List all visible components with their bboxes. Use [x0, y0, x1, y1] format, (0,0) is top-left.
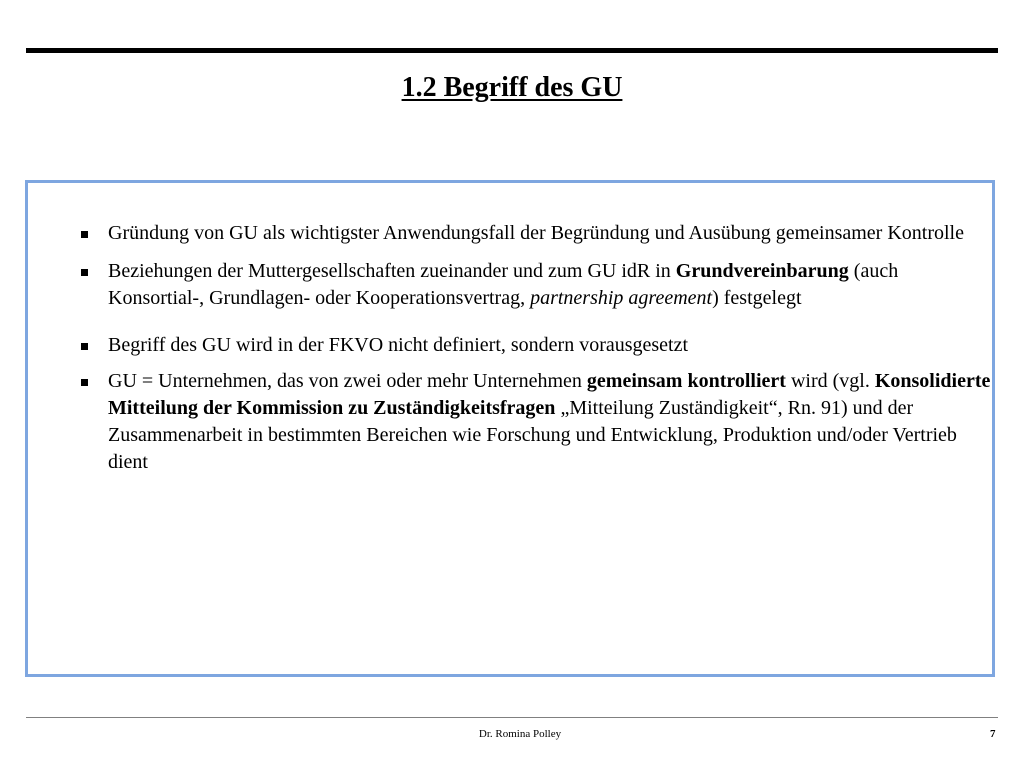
bullet-list [108, 220, 998, 476]
bullet-text-segment: GU = Unternehmen, das von zwei oder mehr Unternehmen [108, 370, 587, 392]
bullet-text-segment: „Mitteilung Zuständigkeit“, Rn. 91) und der Zusammenarbeit in bestimmten Bereichen wie Forschung und Entwicklung, Produktion und/oder Vertrieb dient [108, 397, 957, 473]
square-bullet-icon [81, 231, 88, 238]
bullet-item [108, 368, 998, 476]
title-divider [26, 48, 998, 53]
bullet-text: Begriff des GU wird in der FKVO nicht definiert, sondern vorausgesetzt [108, 334, 689, 356]
bullet-item [108, 332, 998, 359]
page-number: 7 [990, 728, 996, 740]
bullet-text-segment: Beziehungen der Muttergesellschaften zueinander und zum GU idR in [108, 260, 676, 282]
bullet-bold-term: Konsolidierte Mitteilung der Kommission zu Zuständigkeitsfragen [108, 370, 991, 419]
bullet-italic-term: partnership agreement [530, 287, 713, 309]
bullet-text-segment: (auch Konsortial-, Grundlagen- oder Kooperationsvertrag, [108, 260, 899, 309]
bullet-text-segment: wird (vgl. [785, 370, 875, 392]
bullet-bold-term: gemeinsam kontrolliert [586, 370, 786, 392]
bullet-bold-term: Grundvereinbarung [675, 260, 849, 282]
bullet-item [108, 220, 998, 247]
square-bullet-icon [81, 379, 88, 386]
footer-divider [26, 717, 998, 718]
slide-title: 1.2 Begriff des GU [401, 72, 623, 103]
footer-author: Dr. Romina Polley [478, 728, 562, 740]
square-bullet-icon [81, 343, 88, 350]
bullet-text-segment: ) festgelegt [712, 287, 802, 309]
square-bullet-icon [81, 269, 88, 276]
bullet-item [108, 258, 998, 312]
bullet-text: Gründung von GU als wichtigster Anwendungsfall der Begründung und Ausübung gemeinsamer Kontrolle [108, 222, 964, 244]
